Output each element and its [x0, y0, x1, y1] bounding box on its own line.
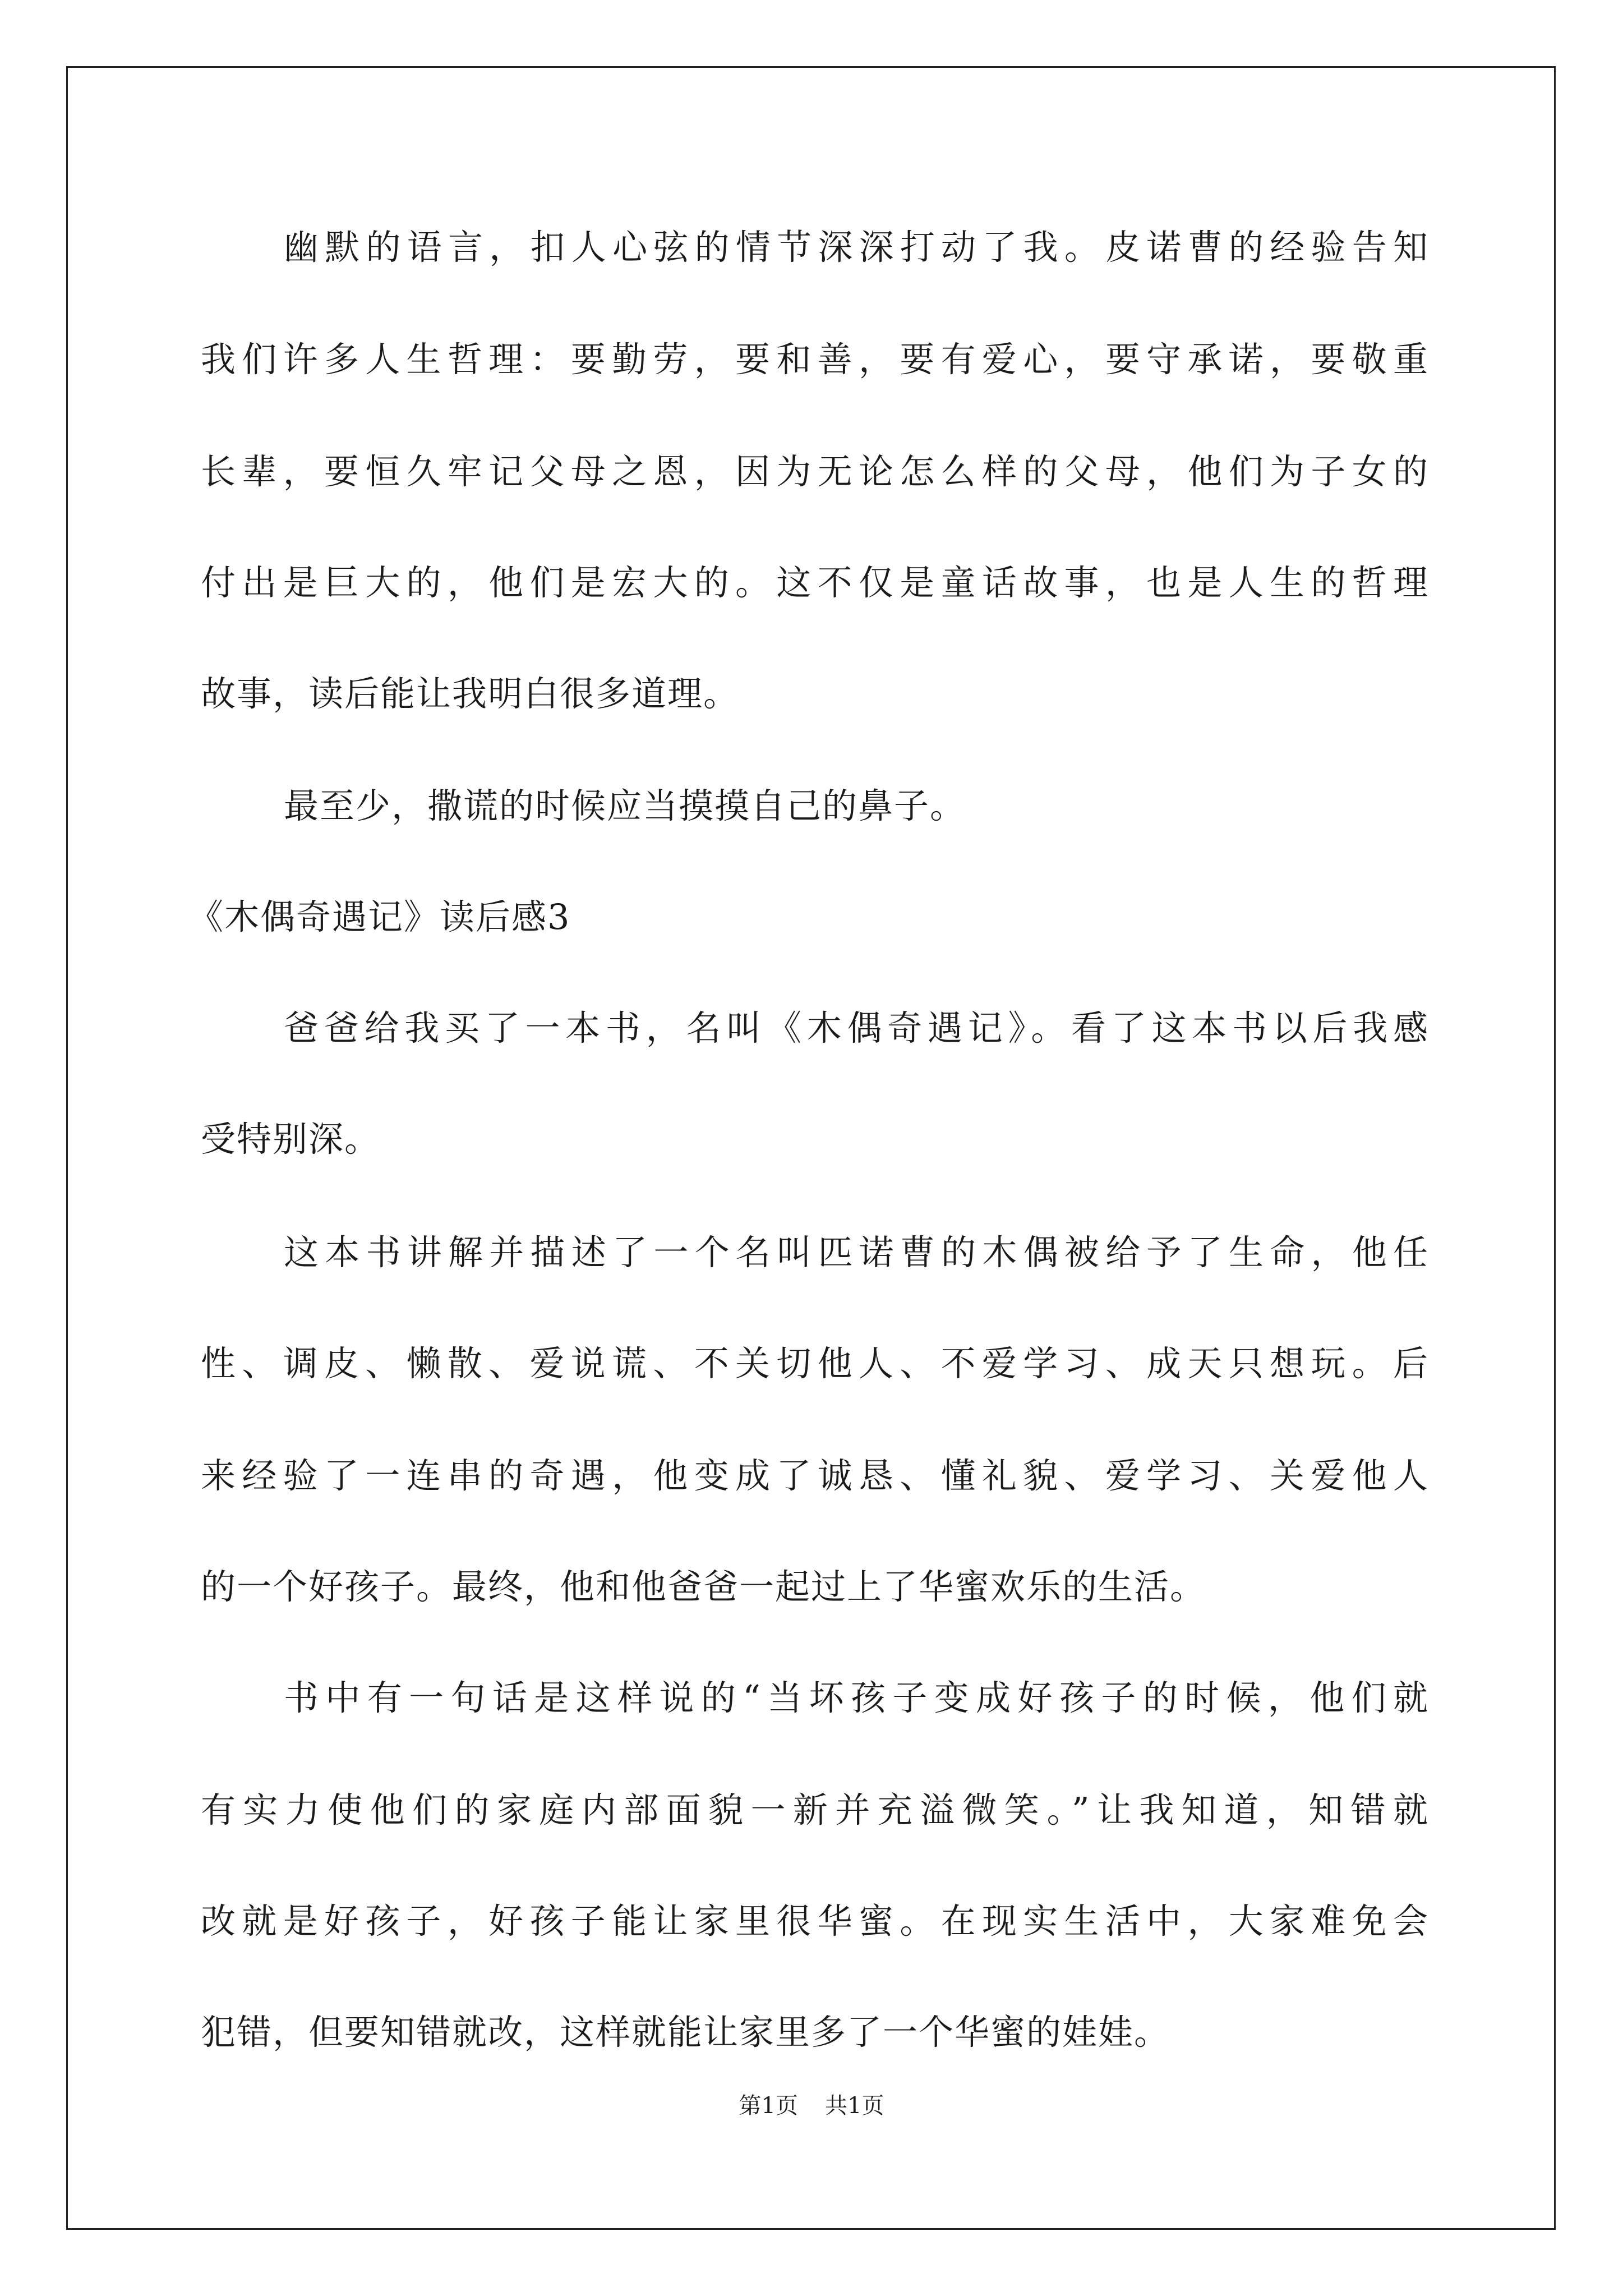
paragraph-line: 我们许多人生哲理：要勤劳，要和善，要有爱心，要守承诺，要敬重: [201, 339, 1429, 380]
paragraph-line: 的一个好孩子。最终，他和他爸爸一起过上了华蜜欢乐的生活。: [201, 1566, 1206, 1607]
page-number: 第1页: [739, 2093, 798, 2119]
paragraph-line: 性、调皮、懒散、爱说谎、不关切他人、不爱学习、成天只想玩。后: [201, 1343, 1429, 1384]
paragraph-line: 受特别深。: [201, 1119, 381, 1159]
paragraph-line: 长辈，要恒久牢记父母之恩，因为无论怎么样的父母，他们为子女的: [201, 451, 1429, 492]
paragraph-line: 最至少，撒谎的时候应当摸摸自己的鼻子。: [284, 785, 966, 826]
paragraph-line: 有实力使他们的家庭内部面貌一新并充溢微笑。”让我知道，知错就: [201, 1789, 1429, 1830]
paragraph-line: 付出是巨大的，他们是宏大的。这不仅是童话故事，也是人生的哲理: [201, 562, 1429, 603]
section-heading: 《木偶奇遇记》读后感3: [188, 896, 571, 937]
page-total: 共1页: [825, 2093, 884, 2119]
paragraph-line: 书中有一句话是这样说的“当坏孩子变成好孩子的时候，他们就: [284, 1677, 1429, 1718]
page-footer: [0, 2089, 1623, 2123]
paragraph-line: 幽默的语言，扣人心弦的情节深深打动了我。皮诺曹的经验告知: [284, 227, 1429, 268]
paragraph-line: 改就是好孩子，好孩子能让家里很华蜜。在现实生活中，大家难免会: [201, 1901, 1429, 1941]
paragraph-line: 故事，读后能让我明白很多道理。: [201, 673, 740, 714]
paragraph-line: 来经验了一连串的奇遇，他变成了诚恳、懂礼貌、爱学习、关爱他人: [201, 1455, 1429, 1496]
paragraph-line: 爸爸给我买了一本书，名叫《木偶奇遇记》。看了这本书以后我感: [284, 1007, 1429, 1048]
paragraph-line: 这本书讲解并描述了一个名叫匹诺曹的木偶被给予了生命，他任: [284, 1232, 1429, 1273]
paragraph-line: 犯错，但要知错就改，这样就能让家里多了一个华蜜的娃娃。: [201, 2012, 1170, 2053]
